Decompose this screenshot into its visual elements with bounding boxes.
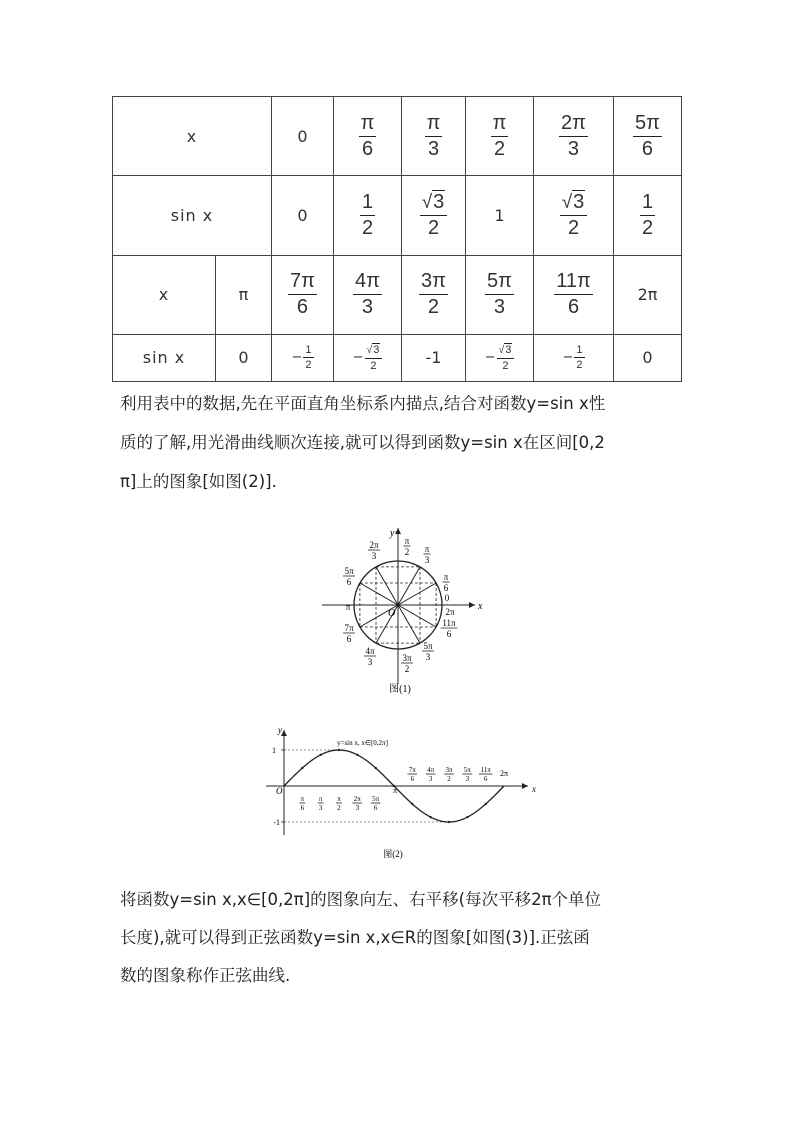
angle-label-300 xyxy=(422,641,434,662)
row-label: sin x xyxy=(113,334,216,381)
table-cell xyxy=(334,176,402,255)
x-tick-upper xyxy=(426,766,436,783)
cell-value: 0 xyxy=(238,348,249,368)
angle-label-90 xyxy=(404,536,411,557)
sample-point xyxy=(374,767,376,769)
fraction-numerator: π xyxy=(318,795,323,803)
x-tick-lower xyxy=(352,795,362,812)
angle-label-150 xyxy=(343,566,355,587)
table-cell xyxy=(466,97,534,176)
sqrt-argument: 3 xyxy=(433,190,445,213)
fraction-denominator: 2 xyxy=(361,216,374,239)
x-axis-label: x xyxy=(478,601,483,612)
table-cell xyxy=(334,255,402,334)
fraction-denominator: 2 xyxy=(567,216,580,239)
table-cell xyxy=(334,334,402,381)
fraction-denominator: 3 xyxy=(361,296,374,319)
table-cell xyxy=(402,334,466,381)
sqrt-argument: 3 xyxy=(505,343,512,356)
curve-label: y=sin x, x∈[0,2π] xyxy=(337,739,388,747)
sqrt-sign: √ xyxy=(561,191,573,213)
fraction-numerator: 5π xyxy=(463,766,471,774)
fraction-numerator: π xyxy=(443,572,449,582)
angle-label-60 xyxy=(424,544,431,565)
fraction-numerator: 5π xyxy=(344,566,354,576)
paragraph-1 xyxy=(120,392,690,509)
fraction-expression xyxy=(562,344,584,372)
fraction xyxy=(360,191,375,240)
fraction xyxy=(353,270,382,319)
fraction-numerator: 2π xyxy=(559,112,588,137)
fraction-denominator: 3 xyxy=(567,137,580,160)
sqrt-argument: 3 xyxy=(373,343,380,356)
cell-value: 2π xyxy=(637,285,658,305)
fraction-numerator: π xyxy=(300,795,305,803)
angle-label-30 xyxy=(443,572,450,593)
fraction xyxy=(560,191,588,240)
sample-point xyxy=(466,816,468,818)
paragraph-line: 利用表中的数据,先在平面直角坐标系内描点,结合对函数y=sin x性 xyxy=(120,394,606,413)
fraction-denominator: 2 xyxy=(404,547,410,557)
fraction-numerator: 5π xyxy=(485,270,514,295)
x-axis-arrow xyxy=(522,783,528,789)
fraction-numerator: 5π xyxy=(633,112,662,137)
fraction-numerator xyxy=(365,344,383,359)
angle-label-120 xyxy=(368,540,380,561)
x-tick-lower xyxy=(318,795,324,812)
fraction-denominator: 2 xyxy=(576,359,583,372)
fraction-numerator: 11π xyxy=(480,766,491,774)
fraction-numerator: π xyxy=(424,544,430,554)
fraction-denominator: 3 xyxy=(425,652,431,662)
fraction xyxy=(633,112,662,161)
radius-line xyxy=(398,605,420,643)
fraction-expression xyxy=(640,190,655,239)
fraction-numerator: 5π xyxy=(372,795,380,803)
fraction-denominator: 6 xyxy=(410,775,415,783)
sqrt-sign: √ xyxy=(366,344,373,356)
fraction-denominator: 3 xyxy=(427,137,440,160)
fraction xyxy=(554,270,593,319)
angle-label-330 xyxy=(441,618,458,639)
fraction-numerator: 3π xyxy=(445,766,453,774)
fraction xyxy=(559,112,588,161)
fraction-numerator: 1 xyxy=(640,191,655,216)
unit-circle-figure xyxy=(310,522,490,702)
table-row xyxy=(113,255,682,334)
minus-sign: − xyxy=(484,350,496,366)
row-label: x xyxy=(113,255,216,334)
y-axis-label: y xyxy=(278,725,282,735)
x-tick-lower xyxy=(336,795,342,812)
cell-value: 0 xyxy=(297,126,308,146)
fraction-numerator: 2π xyxy=(369,540,379,550)
fraction-numerator: 1 xyxy=(574,344,584,359)
table-cell xyxy=(466,255,534,334)
y-tick-minus-1: -1 xyxy=(273,818,280,827)
fraction xyxy=(497,344,515,373)
fraction-expression xyxy=(353,344,383,373)
sample-point xyxy=(319,754,321,756)
fraction-numerator: 1 xyxy=(360,191,375,216)
fraction-denominator: 2 xyxy=(641,216,654,239)
table-cell xyxy=(402,97,466,176)
fraction-numerator xyxy=(497,344,515,359)
cell-value: -1 xyxy=(425,348,442,368)
y-axis-arrow xyxy=(395,528,401,534)
fraction-numerator: 7π xyxy=(288,270,317,295)
fraction xyxy=(485,270,514,319)
fraction-expression xyxy=(420,190,448,239)
cell-value: 1 xyxy=(494,205,505,225)
radius-line xyxy=(398,605,436,627)
sqrt xyxy=(422,191,446,214)
fraction-denominator: 2 xyxy=(427,216,440,239)
fraction-expression xyxy=(291,344,313,372)
sample-point xyxy=(356,754,358,756)
sine-graph-figure xyxy=(260,725,540,865)
fraction-denominator: 2 xyxy=(502,359,509,372)
table-row xyxy=(113,97,682,176)
fraction-denominator: 2 xyxy=(427,296,440,319)
angle-label-270 xyxy=(401,653,413,674)
fraction-numerator: 4π xyxy=(353,270,382,295)
x-tick-upper xyxy=(462,766,472,783)
fraction xyxy=(640,191,655,240)
x-tick-upper xyxy=(407,766,417,783)
paragraph-line: 长度),就可以得到正弦函数y=sin x,x∈R的图象[如图(3)].正弦函 xyxy=(120,928,590,947)
fraction-expression xyxy=(425,111,443,160)
paragraph-2 xyxy=(120,888,690,1002)
sqrt xyxy=(499,344,513,357)
fraction-numerator: 4π xyxy=(427,766,435,774)
fraction-denominator: 6 xyxy=(641,137,654,160)
fraction-numerator: 5π xyxy=(423,641,433,651)
minus-sign: − xyxy=(291,350,303,366)
sample-point xyxy=(338,749,340,751)
x-tick-upper xyxy=(479,766,493,783)
sample-point xyxy=(411,803,413,805)
angle-label-0: 0 xyxy=(444,593,450,603)
radius-line xyxy=(398,567,420,605)
fraction xyxy=(419,270,448,319)
fraction-numerator xyxy=(420,191,448,216)
fraction-numerator: π xyxy=(425,112,443,137)
paragraph-line: 质的了解,用光滑曲线顺次连接,就可以得到函数y=sin x在区间[0,2 xyxy=(120,433,605,452)
table-cell xyxy=(466,334,534,381)
table-cell xyxy=(614,334,682,381)
sample-point xyxy=(429,816,431,818)
fraction-denominator: 3 xyxy=(465,775,470,783)
table-row xyxy=(113,334,682,381)
table-cell xyxy=(216,255,272,334)
table-cell xyxy=(534,97,614,176)
fraction xyxy=(303,344,313,372)
radius-line xyxy=(398,583,436,605)
cell-value: 0 xyxy=(642,348,653,368)
fraction xyxy=(425,112,443,161)
x-tick-2pi: 2π xyxy=(499,769,509,778)
figure-caption: 图(1) xyxy=(389,684,411,695)
fraction xyxy=(574,344,584,372)
x-axis-label: x xyxy=(532,784,536,794)
sqrt xyxy=(562,191,586,214)
angle-label-240 xyxy=(364,646,376,667)
table-cell xyxy=(272,176,334,255)
table-cell xyxy=(614,255,682,334)
fraction-denominator: 2 xyxy=(493,137,506,160)
fraction-denominator: 3 xyxy=(493,296,506,319)
minus-sign: − xyxy=(352,350,364,366)
fraction-numerator: 4π xyxy=(365,646,375,656)
fraction-denominator: 6 xyxy=(346,577,352,587)
table-cell xyxy=(402,255,466,334)
fraction-denominator: 3 xyxy=(318,804,323,812)
fraction-numerator: 3π xyxy=(419,270,448,295)
fraction-denominator: 6 xyxy=(483,775,488,783)
figure-caption: 图(2) xyxy=(383,849,403,859)
values-table xyxy=(112,96,682,382)
fraction-denominator: 3 xyxy=(424,555,430,565)
table-cell xyxy=(272,97,334,176)
cell-value: π xyxy=(238,285,249,305)
fraction-denominator: 2 xyxy=(305,359,312,372)
x-tick-pi: π xyxy=(392,786,398,795)
fraction xyxy=(365,344,383,373)
fraction-denominator: 6 xyxy=(296,296,309,319)
table-cell xyxy=(272,255,334,334)
sqrt-sign: √ xyxy=(421,191,433,213)
fraction-denominator: 6 xyxy=(446,629,452,639)
row-label: sin x xyxy=(113,176,272,255)
fraction-numerator: π xyxy=(359,112,377,137)
radius-line xyxy=(376,567,398,605)
fraction-numerator: π xyxy=(491,112,509,137)
fraction-denominator: 3 xyxy=(367,657,373,667)
paragraph-line: 将函数y=sin x,x∈[0,2π]的图象向左、右平移(每次平移2π个单位 xyxy=(120,890,602,909)
minus-sign: − xyxy=(562,350,574,366)
radius-line xyxy=(360,583,398,605)
fraction-denominator: 6 xyxy=(443,583,449,593)
y-axis-label: y xyxy=(390,528,395,539)
fraction-denominator: 3 xyxy=(371,551,377,561)
fraction-denominator: 6 xyxy=(373,804,378,812)
sample-point xyxy=(301,767,303,769)
x-axis-arrow xyxy=(469,602,475,608)
table-cell xyxy=(534,334,614,381)
table-cell xyxy=(534,176,614,255)
fraction-expression xyxy=(485,344,515,373)
fraction-numerator: π xyxy=(337,795,341,803)
table-cell xyxy=(466,176,534,255)
fraction-numerator xyxy=(560,191,588,216)
x-tick-lower xyxy=(299,795,305,812)
fraction-numerator: 2π xyxy=(353,795,361,803)
sample-point xyxy=(484,803,486,805)
fraction-denominator: 2 xyxy=(337,804,341,812)
fraction-expression xyxy=(560,190,588,239)
fraction-expression xyxy=(360,190,375,239)
table-cell xyxy=(402,176,466,255)
origin-label: O xyxy=(276,786,283,796)
sqrt xyxy=(367,344,381,357)
fraction-denominator: 3 xyxy=(355,804,360,812)
fraction-denominator: 6 xyxy=(567,296,580,319)
y-tick-1: 1 xyxy=(272,746,276,755)
table-cell xyxy=(334,97,402,176)
angle-label-210 xyxy=(343,623,355,644)
paragraph-line: 数的图象称作正弦曲线. xyxy=(120,966,291,985)
fraction-numerator: 7π xyxy=(344,623,354,633)
fraction xyxy=(359,112,377,161)
fraction xyxy=(491,112,509,161)
fraction-denominator: 2 xyxy=(370,359,377,372)
fraction-denominator: 6 xyxy=(346,634,352,644)
fraction-numerator: 3π xyxy=(402,653,412,663)
table-cell xyxy=(614,97,682,176)
x-tick-labels xyxy=(299,766,508,812)
fraction-denominator: 6 xyxy=(361,137,374,160)
table-cell xyxy=(272,334,334,381)
fraction-numerator: 11π xyxy=(442,618,456,628)
cell-value: 0 xyxy=(297,205,308,225)
x-tick-upper xyxy=(444,766,454,783)
origin-label: O xyxy=(388,608,396,619)
fraction-numerator: 7π xyxy=(408,766,416,774)
x-tick-lower xyxy=(371,795,381,812)
fraction-numerator: π xyxy=(404,536,410,546)
sample-point xyxy=(448,821,450,823)
fraction-numerator: 1 xyxy=(303,344,313,359)
row-label: x xyxy=(113,97,272,176)
fraction-numerator: 11π xyxy=(554,270,593,295)
fraction-denominator: 3 xyxy=(428,775,433,783)
table-cell xyxy=(614,176,682,255)
table-row xyxy=(113,176,682,255)
fraction-expression xyxy=(491,111,509,160)
fraction xyxy=(420,191,448,240)
fraction-denominator: 2 xyxy=(404,664,410,674)
fraction-denominator: 6 xyxy=(300,804,305,812)
table-cell xyxy=(534,255,614,334)
sqrt-sign: √ xyxy=(498,344,505,356)
table-cell xyxy=(216,334,272,381)
paragraph-line: π]上的图象[如图(2)]. xyxy=(120,472,277,491)
fraction xyxy=(288,270,317,319)
angle-label-180: π xyxy=(345,602,351,612)
fraction-denominator: 2 xyxy=(447,775,451,783)
angle-label-360: 2π xyxy=(445,607,455,617)
fraction-expression xyxy=(359,111,377,160)
sqrt-argument: 3 xyxy=(573,190,585,213)
